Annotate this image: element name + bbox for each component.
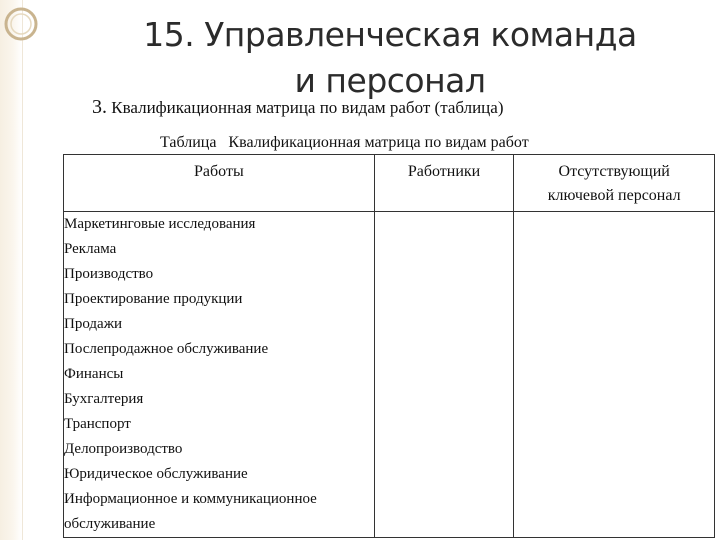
table-caption: Таблица Квалификационная матрица по видам работ <box>160 134 529 151</box>
left-stripe-divider <box>22 0 23 540</box>
header-works <box>64 155 375 212</box>
list-item: Юридическое обслуживание <box>64 466 248 482</box>
list-item: Бухгалтерия <box>64 391 144 407</box>
header-missing-label <box>514 155 714 208</box>
header-workers <box>374 155 514 212</box>
workers-cell <box>374 212 514 538</box>
header-missing-line-2: ключевой персонал <box>547 187 681 204</box>
section-subtitle <box>92 96 652 119</box>
subtitle-text: Квалификационная матрица по видам работ (таблица) <box>107 98 504 117</box>
header-missing-line-1: Отсутствующий <box>558 163 670 180</box>
circle-ornament-icon <box>3 6 39 42</box>
list-item: Информационное и коммуникационное <box>64 491 317 507</box>
title-line-1: 15. Управленческая команда <box>143 15 637 54</box>
left-decorative-stripe <box>0 0 22 540</box>
missing-personnel-cell <box>514 212 715 538</box>
subtitle-number: 3. <box>92 96 107 118</box>
table-header-row <box>64 155 715 212</box>
list-item: обслуживание <box>64 516 156 532</box>
header-works-label: Работы <box>194 163 244 180</box>
list-item: Делопроизводство <box>64 441 183 457</box>
header-missing-personnel <box>514 155 715 212</box>
title-line-2: и персонал <box>294 61 486 100</box>
list-item: Маркетинговые исследования <box>64 216 256 232</box>
list-item: Производство <box>64 266 154 282</box>
list-item: Финансы <box>64 366 124 382</box>
table-row <box>64 212 715 538</box>
works-list-cell <box>64 212 375 538</box>
header-workers-label: Работники <box>407 163 481 180</box>
list-item: Реклама <box>64 241 117 257</box>
page-title <box>90 12 690 104</box>
list-item: Послепродажное обслуживание <box>64 341 269 357</box>
list-item: Продажи <box>64 316 123 332</box>
qualification-matrix-table <box>63 154 715 538</box>
list-item: Транспорт <box>64 416 131 432</box>
list-item: Проектирование продукции <box>64 291 243 307</box>
